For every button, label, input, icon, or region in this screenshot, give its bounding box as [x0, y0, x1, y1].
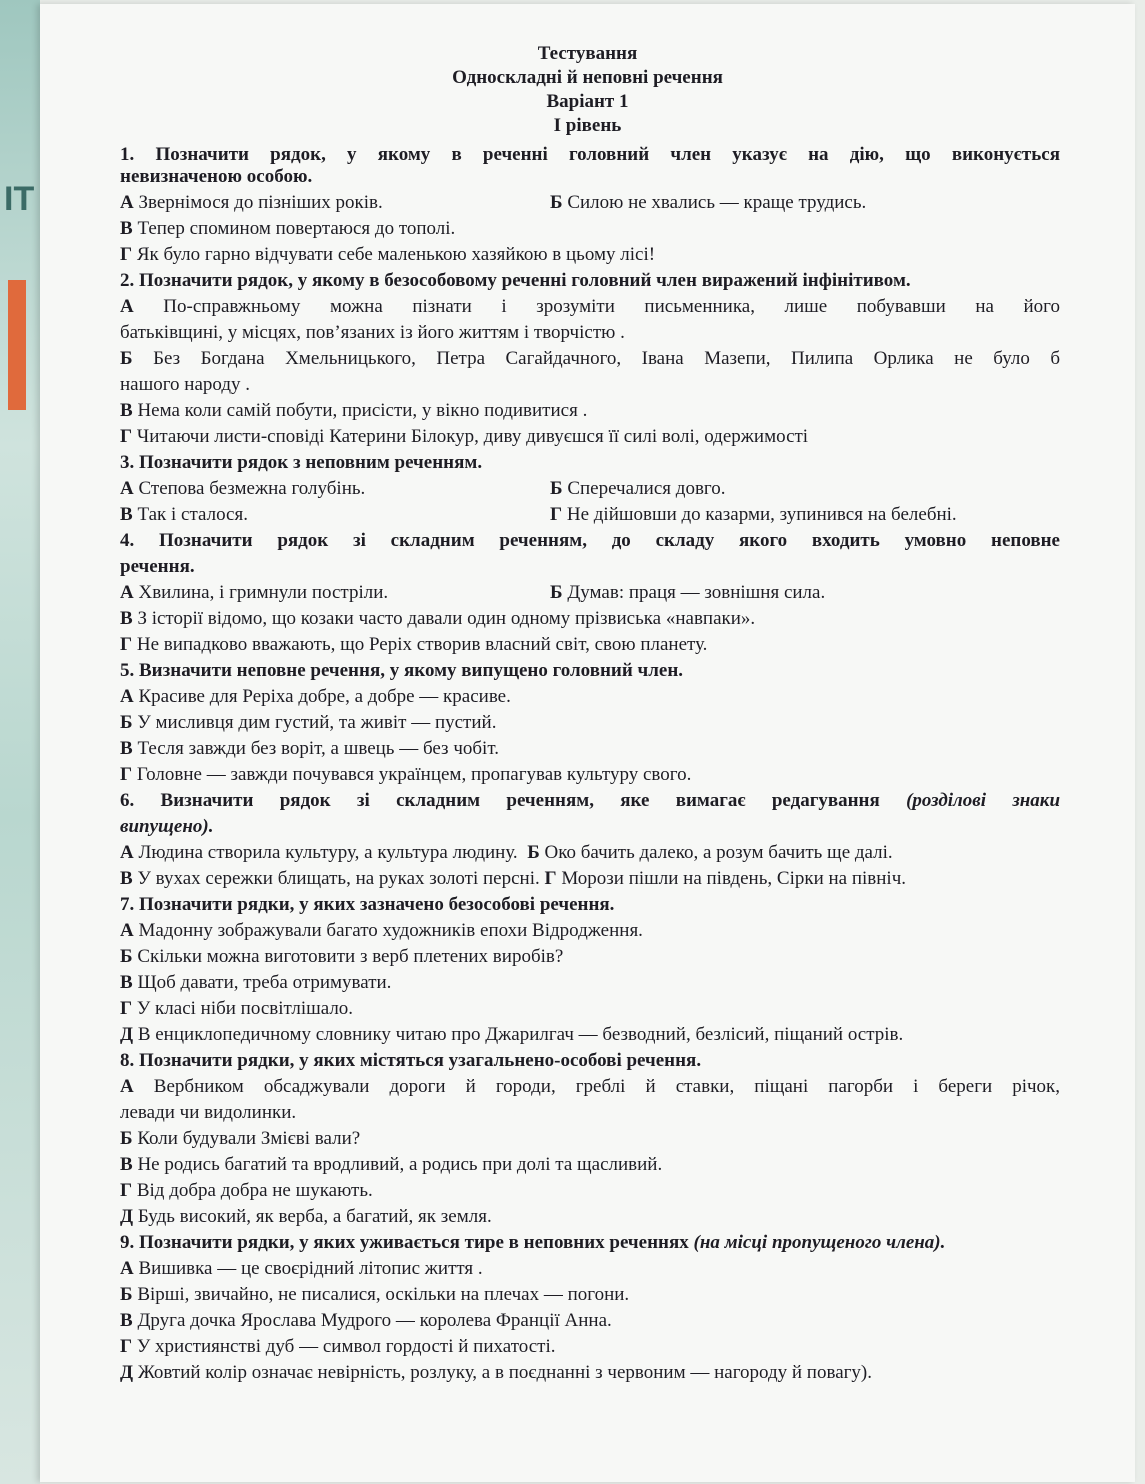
q8-option-b: Коли будували Змієві вали?: [137, 1128, 361, 1149]
option-letter: Б: [120, 1128, 133, 1149]
option-letter: В: [120, 868, 133, 889]
q1-option-g-row: [120, 242, 1060, 268]
question-7-text: 7. Позначити рядки, у яких зазначено безособові речення.: [120, 894, 615, 915]
option-letter: Б: [550, 582, 563, 603]
q3-row-2: [120, 502, 1060, 528]
q4-option-v: З історії відомо, що козаки часто давали один одному прізвиська «навпаки».: [137, 608, 756, 629]
q7-option-b: Скільки можна виготовити з верб плетених виробів?: [137, 946, 564, 967]
option-letter: А: [120, 296, 134, 317]
question-2-text: 2. Позначити рядок, у якому в безособовому реченні головний член виражений інфінітивом.: [120, 270, 911, 291]
option-letter: Д: [120, 1362, 134, 1383]
q9-option-d: Жовтий колір означає невірність, розлуку, а в поєднанні з червоним — нагороду й повагу).: [137, 1362, 872, 1383]
q4-option-g: Не випадково вважають, що Реріх створив власний світ, свою планету.: [136, 634, 708, 655]
option-letter: А: [120, 920, 134, 941]
question-8-text: 8. Позначити рядки, у яких містяться узагальнено-особові речення.: [120, 1050, 702, 1071]
q5-option-b: У мисливця дим густий, та живіт — пустий.: [137, 712, 497, 733]
option-letter: Г: [544, 868, 557, 889]
cover-letters: ІТ: [4, 180, 35, 218]
option-letter: Г: [120, 998, 133, 1019]
q2-option-g-row: [120, 424, 1060, 450]
question-6-text: 6. Визначити рядок зі складним реченням, яке вимагає редагування: [120, 790, 880, 811]
option-letter: Г: [550, 504, 563, 525]
option-letter: Г: [120, 634, 133, 655]
q6-row-2: [120, 866, 1060, 892]
option-letter: Г: [120, 426, 133, 447]
question-5-text: 5. Визначити неповне речення, у якому випущено головний член.: [120, 660, 684, 681]
question-9-text: 9. Позначити рядки, у яких уживається тире в неповних реченнях: [120, 1232, 689, 1253]
q2-option-b-row: [120, 346, 1060, 372]
option-letter: А: [120, 686, 134, 707]
q9-option-a-row: [120, 1256, 1060, 1282]
option-letter: Б: [120, 946, 133, 967]
q2-option-v: Нема коли самій побути, присісти, у вікно подивитися .: [137, 400, 588, 421]
q2-option-b-cont: нашого народу .: [120, 374, 251, 395]
option-letter: В: [120, 972, 133, 993]
q9-option-v-row: [120, 1308, 1060, 1334]
q2-option-a-cont: батьківщині, у місцях, пов’язаних із його життям і творчістю .: [120, 322, 625, 343]
option-letter: В: [120, 218, 133, 239]
q4-option-g-row: [120, 632, 1060, 658]
q4-row-1: [120, 580, 1060, 606]
option-letter: А: [120, 582, 134, 603]
q3-option-a: Степова безмежна голубінь.: [138, 478, 366, 499]
option-letter: Г: [120, 244, 133, 265]
option-letter: Г: [120, 764, 133, 785]
q9-option-b-row: [120, 1282, 1060, 1308]
test-level: І рівень: [553, 115, 622, 136]
q5-option-a: Красиве для Реріха добре, а добре — красиве.: [138, 686, 511, 707]
option-letter: Д: [120, 1206, 134, 1227]
q1-option-v: Тепер спомином повертаюся до тополі.: [137, 218, 456, 239]
option-letter: В: [120, 400, 133, 421]
q8-option-a-cont: левади чи видолинки.: [120, 1102, 297, 1123]
q8-option-a-row: [120, 1074, 1060, 1100]
q1-option-a: Звернімося до пізніших років.: [138, 192, 383, 213]
q2-option-a: По-справжньому можна пізнати і зрозуміти письменника, лише побувавши на його: [163, 296, 1060, 317]
question-4-text-cont: речення.: [120, 556, 195, 577]
q6-row-1: [120, 840, 1060, 866]
test-questions: [120, 142, 1060, 1386]
q8-option-g: Від добра добра не шукають.: [136, 1180, 373, 1201]
question-6-note-cont: випущено).: [120, 816, 214, 837]
q2-option-v-row: [120, 398, 1060, 424]
option-letter: Г: [120, 1336, 133, 1357]
option-letter: Б: [120, 1284, 133, 1305]
q3-option-b-wrap: [550, 476, 725, 502]
q7-option-a: Мадонну зображували багато художників епохи Відродження.: [138, 920, 643, 941]
option-letter: В: [120, 1310, 133, 1331]
q8-option-v: Не родись багатий та вродливий, а родись при долі та щасливий.: [137, 1154, 663, 1175]
q3-row-1: [120, 476, 1060, 502]
q9-option-a: Вишивка — це своєрідний літопис життя .: [138, 1258, 483, 1279]
q8-option-v-row: [120, 1152, 1060, 1178]
q9-option-g-row: [120, 1334, 1060, 1360]
q5-option-g-row: [120, 762, 1060, 788]
q3-option-g: Не дійшовши до казарми, зупинився на белебні.: [566, 504, 957, 525]
q6-option-g: Морози пішли на південь, Сірки на північ.: [561, 868, 907, 889]
option-letter: А: [120, 1076, 134, 1097]
q3-option-b: Сперечалися довго.: [567, 478, 726, 499]
option-letter: Б: [120, 348, 133, 369]
q2-option-a-row: [120, 294, 1060, 320]
question-4-text: 4. Позначити рядок зі складним реченням, до складу якого входить умовно неповне: [120, 530, 1060, 551]
option-letter: В: [120, 1154, 133, 1175]
test-title: Тестування: [537, 43, 638, 64]
question-1-text-cont: невизначеною особою.: [120, 166, 313, 187]
q5-option-v: Тесля завжди без воріт, а швець — без чобіт.: [137, 738, 499, 759]
q7-option-a-row: [120, 918, 1060, 944]
q1-option-b-wrap: [550, 190, 866, 216]
q6-option-b: Око бачить далеко, а розум бачить ще далі.: [544, 842, 893, 863]
test-topic: Односкладні й неповні речення: [452, 67, 723, 88]
q1-option-b: Силою не хвались — краще трудись.: [567, 192, 867, 213]
test-sheet: [40, 4, 1135, 1482]
q2-option-g: Читаючи листи-сповіді Катерини Білокур, диву дивуєшся її силі волі, одержимості: [136, 426, 809, 447]
question-1-options-row: [120, 190, 1060, 216]
q7-option-d: В енциклопедичному словнику читаю про Джарилгач — безводний, безлісий, піщаний острів.: [137, 1024, 904, 1045]
q7-option-g: У класі ніби посвітлішало.: [136, 998, 354, 1019]
q8-option-d-row: [120, 1204, 1060, 1230]
q8-option-g-row: [120, 1178, 1060, 1204]
q4-option-a: Хвилина, і гримнули постріли.: [138, 582, 389, 603]
question-3-text: 3. Позначити рядок з неповним реченням.: [120, 452, 483, 473]
option-letter: Б: [120, 712, 133, 733]
q7-option-v-row: [120, 970, 1060, 996]
test-variant: Варіант 1: [546, 91, 629, 112]
question-6-row: [120, 788, 1060, 814]
q7-option-b-row: [120, 944, 1060, 970]
option-letter: В: [120, 608, 133, 629]
q4-option-b: Думав: праця — зовнішня сила.: [567, 582, 826, 603]
q3-option-g-wrap: [550, 502, 957, 528]
option-letter: В: [120, 504, 133, 525]
option-letter: А: [120, 1258, 134, 1279]
q2-option-b: Без Богдана Хмельницького, Петра Сагайдачного, Івана Мазепи, Пилипа Орлика не було б: [153, 348, 1060, 369]
q5-option-b-row: [120, 710, 1060, 736]
question-6-note: (розділові знаки: [906, 790, 1061, 811]
option-letter: Б: [527, 842, 540, 863]
option-letter: Д: [120, 1024, 134, 1045]
q9-option-d-row: [120, 1360, 1060, 1386]
question-9-row: [120, 1230, 1060, 1256]
q4-option-v-row: [120, 606, 1060, 632]
q5-option-a-row: [120, 684, 1060, 710]
q9-option-b: Вірші, звичайно, не писалися, оскільки на плечах — погони.: [137, 1284, 630, 1305]
test-header: [40, 42, 1135, 138]
option-letter: А: [120, 842, 134, 863]
q8-option-b-row: [120, 1126, 1060, 1152]
question-1-text: 1. Позначити рядок, у якому в реченні головний член указує на дію, що виконується: [120, 144, 1060, 165]
cover-orange-block: [8, 280, 26, 410]
q4-option-b-wrap: [550, 580, 825, 606]
q9-option-g: У християнстві дуб — символ гордості й пихатості.: [136, 1336, 556, 1357]
option-letter: Б: [550, 478, 563, 499]
q6-option-v: У вухах сережки блищать, на руках золоті персні.: [137, 868, 540, 889]
q8-option-d: Будь високий, як верба, а багатий, як земля.: [137, 1206, 492, 1227]
q7-option-g-row: [120, 996, 1060, 1022]
q1-option-g: Як було гарно відчувати себе маленькою хазяйкою в цьому лісі!: [136, 244, 656, 265]
q5-option-v-row: [120, 736, 1060, 762]
option-letter: Г: [120, 1180, 133, 1201]
q6-option-a: Людина створила культуру, а культура людину.: [138, 842, 518, 863]
option-letter: Б: [550, 192, 563, 213]
q5-option-g: Головне — завжди почувався українцем, пропагував культуру свого.: [136, 764, 692, 785]
q3-option-v: Так і сталося.: [137, 504, 248, 525]
q7-option-v: Щоб давати, треба отримувати.: [137, 972, 392, 993]
q9-option-v: Друга дочка Ярослава Мудрого — королева Франції Анна.: [137, 1310, 612, 1331]
option-letter: В: [120, 738, 133, 759]
q7-option-d-row: [120, 1022, 1060, 1048]
option-letter: А: [120, 192, 134, 213]
q1-option-v-row: [120, 216, 1060, 242]
option-letter: А: [120, 478, 134, 499]
book-cover-edge: [0, 0, 40, 1484]
question-9-note: (на місці пропущеного члена).: [693, 1232, 946, 1253]
q8-option-a: Вербником обсаджували дороги й городи, греблі й ставки, піщані пагорби і береги річок,: [153, 1076, 1061, 1097]
